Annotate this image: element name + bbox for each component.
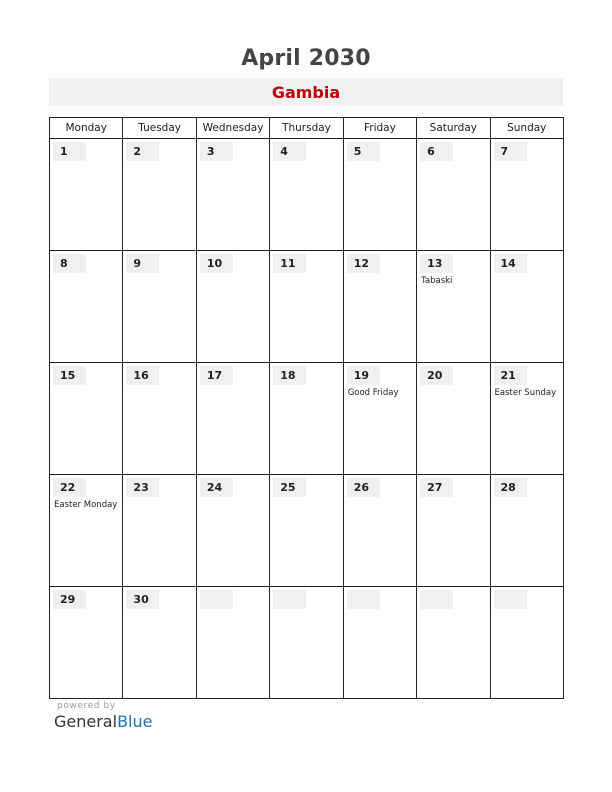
day-cell	[123, 363, 196, 475]
day-cell	[123, 475, 196, 587]
day-number: 18	[273, 366, 306, 385]
day-number	[347, 590, 380, 609]
week-row	[50, 251, 564, 363]
weekday-header: Tuesday	[123, 118, 196, 139]
day-number: 24	[200, 478, 233, 497]
day-cell	[270, 475, 343, 587]
day-cell	[417, 139, 490, 251]
day-cell	[196, 587, 269, 699]
day-cell	[50, 587, 123, 699]
day-cell	[196, 363, 269, 475]
day-cell	[490, 139, 563, 251]
day-number: 11	[273, 254, 306, 273]
week-row	[50, 363, 564, 475]
day-number: 1	[53, 142, 86, 161]
day-cell	[50, 363, 123, 475]
day-number	[200, 590, 233, 609]
day-cell	[343, 139, 416, 251]
day-number: 19	[347, 366, 380, 385]
day-number: 25	[273, 478, 306, 497]
day-cell	[343, 587, 416, 699]
holiday-label: Easter Monday	[54, 500, 118, 510]
day-number: 23	[126, 478, 159, 497]
day-cell	[417, 363, 490, 475]
calendar-title: April 2030	[241, 46, 371, 71]
logo-blue: Blue	[117, 712, 153, 731]
day-number: 13	[420, 254, 453, 273]
day-number: 8	[53, 254, 86, 273]
calendar-body	[50, 139, 564, 699]
day-cell	[490, 251, 563, 363]
day-cell	[270, 251, 343, 363]
day-number: 5	[347, 142, 380, 161]
day-cell	[270, 587, 343, 699]
day-number: 28	[494, 478, 527, 497]
day-cell	[270, 139, 343, 251]
day-number: 16	[126, 366, 159, 385]
day-number: 6	[420, 142, 453, 161]
day-cell	[417, 475, 490, 587]
country-name: Gambia	[49, 78, 563, 106]
day-number	[273, 590, 306, 609]
day-cell	[490, 587, 563, 699]
day-cell	[50, 251, 123, 363]
day-number: 7	[494, 142, 527, 161]
day-number: 26	[347, 478, 380, 497]
day-number: 17	[200, 366, 233, 385]
day-cell	[343, 475, 416, 587]
logo-general: General	[54, 712, 118, 731]
day-cell	[417, 251, 490, 363]
day-cell	[196, 251, 269, 363]
day-number: 10	[200, 254, 233, 273]
day-cell	[270, 363, 343, 475]
day-number: 9	[126, 254, 159, 273]
day-cell	[343, 251, 416, 363]
day-number: 15	[53, 366, 86, 385]
weekday-header: Thursday	[270, 118, 343, 139]
day-cell	[196, 475, 269, 587]
holiday-label: Good Friday	[347, 388, 399, 398]
weekday-header: Sunday	[490, 118, 563, 139]
weekday-header: Saturday	[417, 118, 490, 139]
day-cell	[123, 139, 196, 251]
calendar-grid	[49, 117, 564, 699]
day-number: 27	[420, 478, 453, 497]
day-number: 14	[494, 254, 527, 273]
day-cell	[490, 475, 563, 587]
day-number	[420, 590, 453, 609]
day-cell	[50, 139, 123, 251]
week-row	[50, 475, 564, 587]
week-row	[50, 587, 564, 699]
weekday-header-row	[50, 118, 564, 139]
day-cell	[417, 587, 490, 699]
day-number: 21	[494, 366, 527, 385]
holiday-label: Easter Sunday	[494, 388, 557, 398]
day-number: 3	[200, 142, 233, 161]
day-number: 30	[126, 590, 159, 609]
day-cell	[123, 251, 196, 363]
day-cell	[50, 475, 123, 587]
day-number: 12	[347, 254, 380, 273]
day-cell	[123, 587, 196, 699]
weekday-header: Friday	[343, 118, 416, 139]
day-number	[494, 590, 527, 609]
weekday-header: Wednesday	[196, 118, 269, 139]
powered-by-text: powered by	[57, 701, 116, 711]
day-number: 29	[53, 590, 86, 609]
day-number: 22	[53, 478, 86, 497]
day-cell	[343, 363, 416, 475]
holiday-label: Tabaski	[421, 276, 453, 286]
day-number: 20	[420, 366, 453, 385]
day-number: 4	[273, 142, 306, 161]
day-cell	[196, 139, 269, 251]
day-number: 2	[126, 142, 159, 161]
weekday-header: Monday	[50, 118, 123, 139]
generalblue-logo[interactable]	[54, 712, 152, 731]
week-row	[50, 139, 564, 251]
day-cell	[490, 363, 563, 475]
